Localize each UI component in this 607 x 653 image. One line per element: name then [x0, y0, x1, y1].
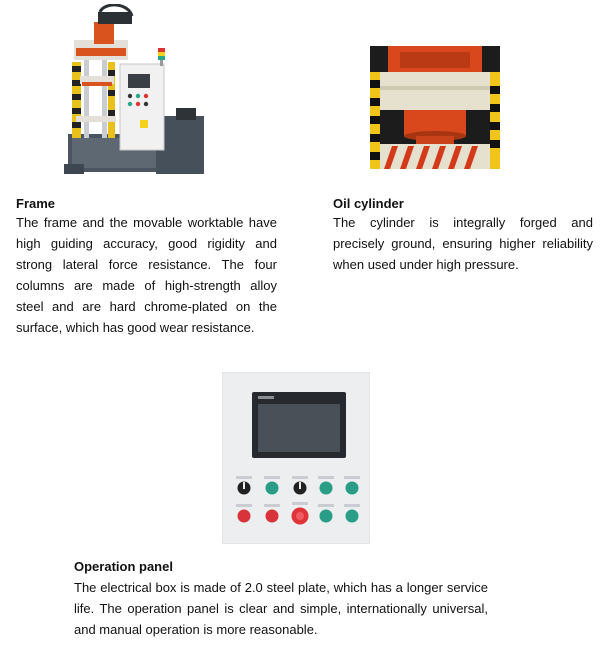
oil-cylinder-description: The cylinder is integrally forged and precisely ground, ensuring higher reliability when used under high pressure. — [333, 215, 593, 272]
operation-panel-photo — [222, 372, 370, 544]
operation-panel-description: The electrical box is made of 2.0 steel plate, which has a longer service life. The operation panel is clear and simple, internationally universal, and manual operation is more reasonable. — [74, 580, 488, 637]
oil-cylinder-photo — [370, 46, 500, 169]
oil-cylinder-heading: Oil cylinder — [333, 196, 404, 211]
operation-panel-heading: Operation panel — [74, 559, 173, 574]
frame-heading: Frame — [16, 196, 56, 211]
frame-photo — [58, 4, 208, 184]
frame-description: The frame and the movable worktable have high guiding accuracy, good rigidity and strong lateral force resistance. The four columns are made of high-strength alloy steel and are hard chrome-plated on the surface, which has good wear resistance. — [16, 215, 277, 335]
